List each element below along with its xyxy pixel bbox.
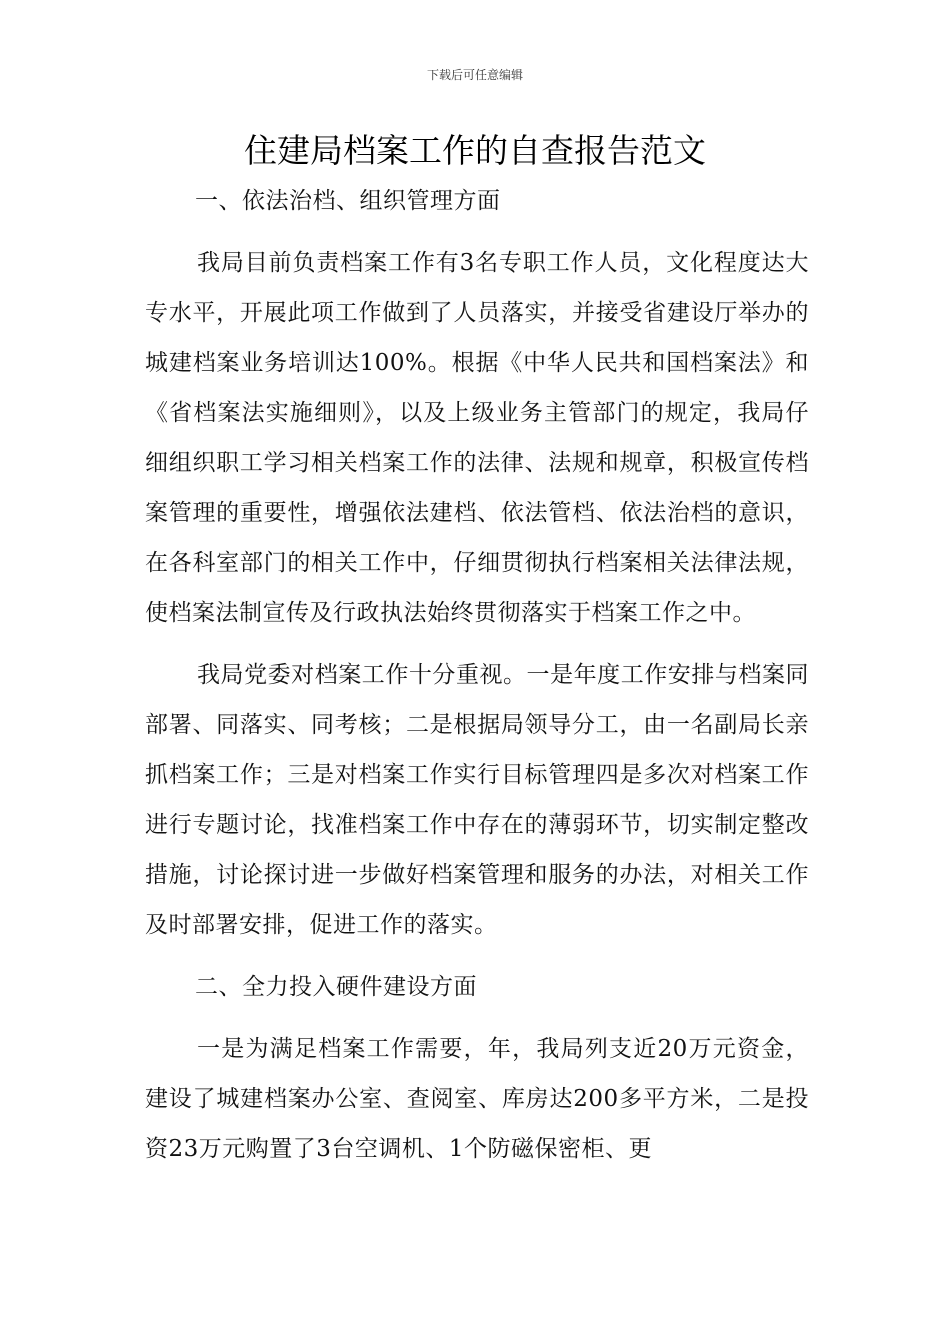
- section-heading: 一、依法治档、组织管理方面: [195, 188, 501, 214]
- section-heading: 二、全力投入硬件建设方面: [195, 974, 477, 1000]
- body-paragraph: 一是为满足档案工作需要，年，我局列支近20万元资金，建设了城建档案办公室、查阅室、库房达200多平方米，二是投资23万元购置了3台空调机、1个防磁保密柜、更: [145, 1036, 809, 1162]
- document-title: 住建局档案工作的自查报告范文: [244, 131, 706, 170]
- body-paragraph: 我局党委对档案工作十分重视。一是年度工作安排与档案同部署、同落实、同考核；二是根据局领导分工，由一名副局长亲抓档案工作；三是对档案工作实行目标管理四是多次对档案工作进行专题讨论，找准档案工作中存在的薄弱环节，切实制定整改措施，讨论探讨进一步做好档案管理和服务的办法，对相关工作及时部署安排，促进工作的落实。: [145, 662, 809, 938]
- document-body: [145, 176, 809, 1186]
- page-header-note: 下载后可任意编辑: [426, 68, 523, 82]
- body-paragraph: 我局目前负责档案工作有3名专职工作人员，文化程度达大专水平，开展此项工作做到了人员落实，并接受省建设厅举办的城建档案业务培训达100%。根据《中华人民共和国档案法》和《省档案法实施细则》，以及上级业务主管部门的规定，我局仔细组织职工学习相关档案工作的法律、法规和规章，积极宣传档案管理的重要性，增强依法建档、依法管档、依法治档的意识，在各科室部门的相关工作中，仔细贯彻执行档案相关法律法规，使档案法制宣传及行政执法始终贯彻落实于档案工作之中。: [145, 250, 809, 626]
